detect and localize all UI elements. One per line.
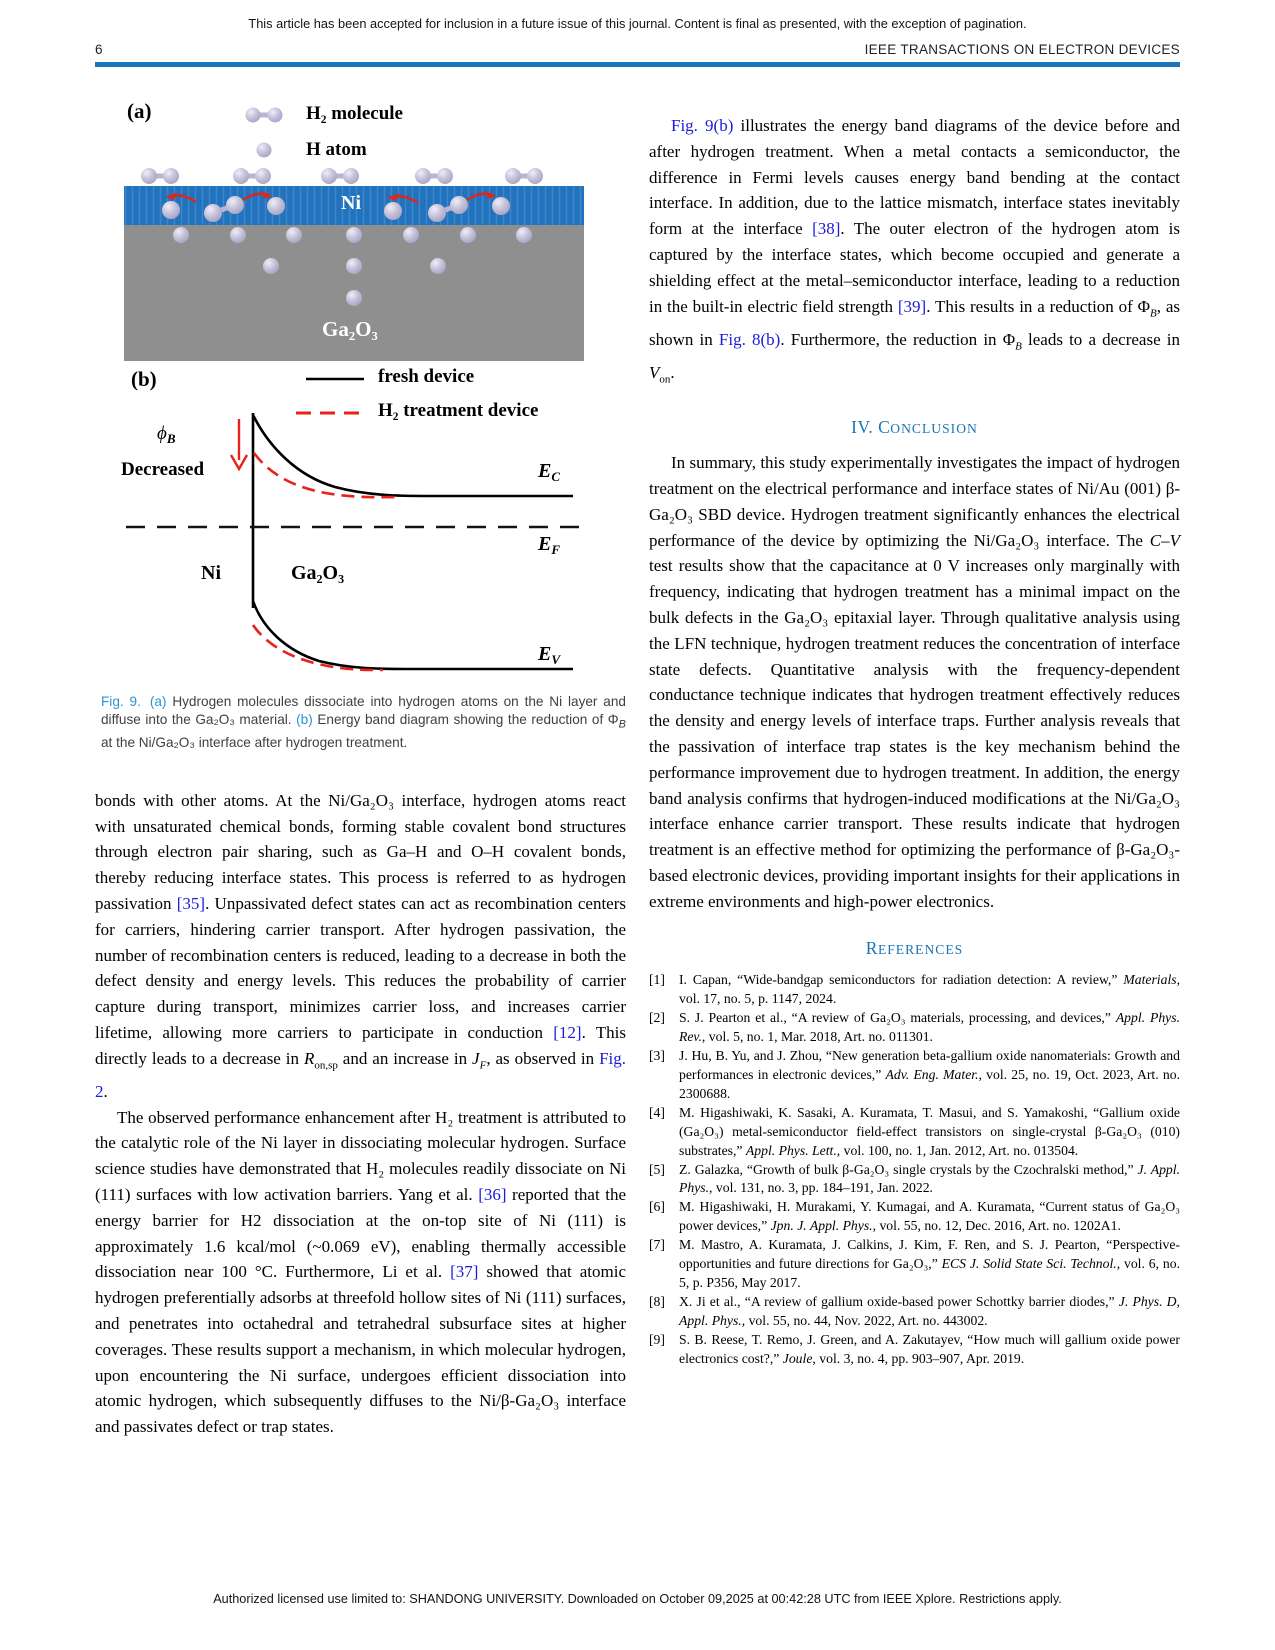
left-column xyxy=(95,67,626,1440)
panel-a-label: (a) xyxy=(127,99,152,123)
figure9 xyxy=(101,93,626,752)
paragraph: bonds with other atoms. At the Ni/Ga₂O₃ interface, hydrogen atoms react with unsaturated chemical bonds, forming stable covalent bond structures through electron pair sharing, such as Ga–H and O–H covalent bonds, thereby reducing interface states. This process is referred to as hydrogen passivation [35]. Unpassivated defect states can act as recombination centers for carriers, hindering carrier transport. After hydrogen passivation, the number of recombination centers is reduced, leading to a decrease in both the defect density and energy levels. This reduces the probability of carrier capture during transport, minimizes carrier loss, and increases carrier lifetime, allowing more carriers to participate in conduction [12]. This directly leads to a decrease in $R_{on,sp}$ and an increase in $J_F$, as observed in Fig. 2. xyxy=(95,790,626,1101)
figure-number-link[interactable]: Fig. 9. xyxy=(101,694,141,709)
band-ec-treated xyxy=(254,453,401,497)
citation-link-38[interactable]: [38] xyxy=(812,219,841,239)
h-atom-icon xyxy=(257,143,272,158)
legend-h2-molecule: H₂ molecule xyxy=(306,103,403,124)
band-ev-fresh xyxy=(253,601,573,669)
figure-link-8b[interactable]: Fig. 8(b) xyxy=(718,329,781,349)
conclusion-paragraph: In summary, this study experimentally investigates the impact of hydrogen treatment on the electrical performance and interface states of Ni/Au (001) β-Ga₂O₃ SBD device. Hydrogen treatment significantly enhances the electrical performance of the device by optimizing the Ni/Ga₂O₃ interface. The C–V test results show that the capacitance at 0 V increases only marginally with frequency, indicating that hydrogen treatment has a minimal impact on the bulk defects in the Ga₂O₃ epitaxial layer. Through qualitative analysis using the LFN technique, hydrogen treatment reduces the concentration of interface state defects. Quantitative analysis with the frequency-dependent conductance technique indicates that hydrogen treatment effectively reduces the density and energy levels of interface traps. Further analysis reveals that the passivation of interface trap states is the key mechanism behind the performance improvement due to hydrogen treatment. In addition, the energy band analysis confirms that hydrogen-induced modifications at the Ni/Ga₂O₃ interface enhance carrier transport. These results indicate that hydrogen treatment is an effective method for optimizing the performance of β-Ga₂O₃-based electronic devices, providing important insights for their applications in extreme environments and high-power electronics. xyxy=(649,453,1180,911)
citation-link-35[interactable]: [35] xyxy=(176,893,206,913)
figure9-panel-b xyxy=(101,363,601,673)
license-footer: Authorized licensed use limited to: SHANDONG UNIVERSITY. Downloaded on October 09,2025 at 00:42:28 UTC from IEEE Xplore. Restrictions apply. xyxy=(213,1592,1062,1606)
reference-item: [3] J. Hu, B. Yu, and J. Zhou, “New generation beta-gallium oxide nanomaterials: Growth and performances in electronic devices,” Adv. Eng. Mater., vol. 25, no. 19, Oct. 2023, Art. no. 2300688. xyxy=(649,1048,1180,1101)
figure9-caption: Fig. 9. (a) Hydrogen molecules dissociate into hydrogen atoms on the Ni layer and diffuse into the Ga₂O₃ material. (b) Energy band diagram showing the reduction of $\Phi_B$ at the Ni/Ga₂O₃ interface after hydrogen treatment. xyxy=(101,694,626,750)
ni-label: Ni xyxy=(201,562,221,584)
page-number: 6 xyxy=(95,42,103,57)
phi-b-label: $\phi_B$ xyxy=(157,423,176,447)
h2-molecules-row xyxy=(141,168,543,184)
reference-item: [4] M. Higashiwaki, K. Sasaki, A. Kuramata, T. Masui, and S. Yamakoshi, “Gallium oxide (Ga₂O₃) metal-semiconductor field-effect transistors on single-crystal β-Ga₂O₃ (010) substrates,” Appl. Phys. Lett., vol. 100, no. 1, Jan. 2012, Art. no. 013504. xyxy=(649,1104,1180,1158)
journal-title: IEEE TRANSACTIONS ON ELECTRON DEVICES xyxy=(864,42,1180,57)
legend-h-atom: H atom xyxy=(306,139,367,160)
ev-label: $E_V$ xyxy=(538,643,561,668)
citation-link-12[interactable]: [12] xyxy=(553,1022,582,1042)
panel-a-link[interactable]: (a) xyxy=(149,694,167,709)
band-ec-fresh xyxy=(253,415,573,496)
reference-item: [1] I. Capan, “Wide-bandgap semiconductors for radiation detection: A review,” Materials, vol. 17, no. 5, p. 1147, 2024. xyxy=(649,972,1180,1007)
reference-item: [8] X. Ji et al., “A review of gallium oxide-based power Schottky barrier diodes,” J. Phys. D, Appl. Phys., vol. 55, no. 44, Nov. 2022, Art. no. 443002. xyxy=(649,1293,1180,1328)
citation-link-39[interactable]: [39] xyxy=(897,296,927,316)
legend-h2-treatment-device: H₂ treatment device xyxy=(378,400,539,421)
figure9-panel-a xyxy=(101,93,601,363)
reference-item: [2] S. J. Pearton et al., “A review of Ga₂O₃ materials, processing, and devices,” Appl. Phys. Rev., vol. 5, no. 1, Mar. 2018, Art. no. 011301. xyxy=(649,1010,1181,1045)
reference-item: [6] M. Higashiwaki, H. Murakami, Y. Kumagai, and A. Kuramata, “Current status of Ga₂O₃ power devices,” Jpn. J. Appl. Phys., vol. 55, no. 12, Dec. 2016, Art. no. 1202A1. xyxy=(649,1199,1180,1234)
reference-item: [9] S. B. Reese, T. Remo, J. Green, and A. Zakutayev, “How much will gallium oxide power electronics cost?,” Joule, vol. 3, no. 4, pp. 903–907, Apr. 2019. xyxy=(649,1331,1180,1366)
reference-item: [7] M. Mastro, A. Kuramata, J. Calkins, J. Kim, F. Ren, and S. J. Pearton, “Perspective-opportunities and future directions for Ga₂O₃,” ECS J. Solid State Sci. Technol., vol. 6, no. 5, p. P356, May 2017. xyxy=(649,1237,1180,1290)
h2-molecule-icon xyxy=(246,108,283,123)
references-heading: REFERENCES xyxy=(865,938,964,959)
decreased-label: Decreased xyxy=(121,459,205,480)
citation-link-37[interactable]: [37] xyxy=(450,1262,479,1282)
ga2o3-label: Ga₂O₃ xyxy=(291,562,345,584)
conclusion-heading: IV. CONCLUSION xyxy=(851,417,978,438)
figure-link-2[interactable]: Fig. 2 xyxy=(95,1048,626,1101)
references-list xyxy=(649,971,1180,1368)
paragraph: The observed performance enhancement after H₂ treatment is attributed to the catalytic role of the Ni layer in dissociating molecular hydrogen. Surface science studies have demonstrated that H₂ molecules readily dissociate on Ni (111) surfaces with low activation barriers. Yang et al. [36] reported that the energy barrier for H2 dissociation at the on-top site of Ni (111) is approximately 1.6 kcal/mol (~0.069 eV), enabling thermally accessible dissociation near 100 °C. Furthermore, Li et al. [37] showed that atomic hydrogen preferentially adsorbs at threefold hollow sites of Ni (111) surfaces, and penetrates into octahedral and tetrahedral subsurface sites at higher coverages. These results support a mechanism, in which molecular hydrogen, upon encountering the Ni surface, undergoes efficient dissociation into atomic hydrogen, which subsequently diffuses to the Ni/β-Ga₂O₃ interface and passivates defect or trap states. xyxy=(95,1107,626,1437)
paragraph: Fig. 9(b) illustrates the energy band diagrams of the device before and after hydrogen treatment. When a metal contacts a semiconductor, the difference in Fermi levels causes energy band bending at the contact interface. In addition, due to the lattice mismatch, interface states inevitably form at the interface [38]. The outer electron of the hydrogen atom is captured by the interface states, which become occupied and generate a shielding effect at the metal–semiconductor interface, leading to a reduction in the built-in electric field strength [39]. This results in a reduction of $\Phi_B$, as shown in Fig. 8(b). Furthermore, the reduction in $\Phi_B$ leads to a decrease in $V_{on}$. xyxy=(649,116,1181,386)
legend-fresh-device: fresh device xyxy=(378,366,475,387)
barrier-arrow-icon xyxy=(231,419,247,469)
reference-item: [5] Z. Galazka, “Growth of bulk β-Ga₂O₃ single crystals by the Czochralski method,” J. Appl. Phys., vol. 131, no. 3, pp. 184–191, Jan. 2022. xyxy=(649,1161,1180,1196)
figure-link-9b[interactable]: Fig. 9(b) xyxy=(671,116,734,135)
citation-link-36[interactable]: [36] xyxy=(478,1185,507,1205)
right-column xyxy=(649,67,1180,1440)
panel-b-label: (b) xyxy=(131,367,157,391)
ni-layer-label: Ni xyxy=(341,192,361,214)
ec-label: $E_C$ xyxy=(538,460,561,485)
panel-b-link[interactable]: (b) xyxy=(296,712,313,727)
ga2o3-label: Ga₂O₃ xyxy=(322,317,378,341)
acceptance-notice: This article has been accepted for inclusion in a future issue of this journal. Content is final as presented, with the exception of pagination. xyxy=(248,16,1027,31)
ef-label: $E_F$ xyxy=(538,533,561,558)
running-header xyxy=(95,42,1180,57)
